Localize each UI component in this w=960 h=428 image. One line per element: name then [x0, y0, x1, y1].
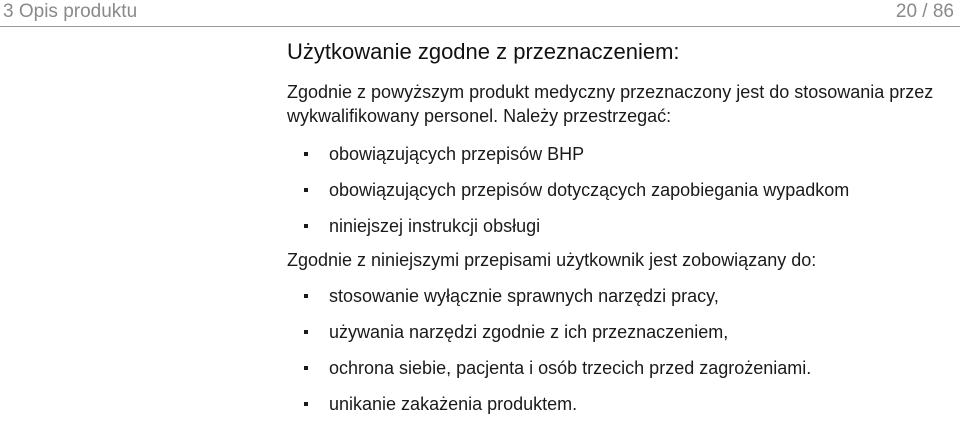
list-item-text: obowiązujących przepisów BHP: [329, 144, 585, 164]
obligations-list: [287, 284, 952, 416]
list-item: [287, 214, 952, 238]
page-header: [0, 0, 960, 27]
list-item: [287, 178, 952, 202]
page-number: 20 / 86: [895, 1, 954, 22]
bullet-icon: [304, 366, 308, 370]
bullet-icon: [304, 188, 308, 192]
main-content: [287, 38, 952, 428]
list-item: [287, 320, 952, 344]
intro-paragraph: Zgodnie z powyższym produkt medyczny przeznaczony jest do stosowania przez wykwalifikowany personel. Należy przestrzegać:: [287, 82, 934, 126]
bullet-icon: [304, 152, 308, 156]
list-item-text: ochrona siebie, pacjenta i osób trzecich przed zagrożeniami.: [329, 358, 812, 378]
bullet-icon: [304, 224, 308, 228]
list-item: [287, 284, 952, 308]
section-title: 3 Opis produktu: [3, 1, 138, 22]
bullet-icon: [304, 330, 308, 334]
list-item: [287, 142, 952, 166]
list-item-text: niniejszej instrukcji obsługi: [329, 216, 541, 236]
list-item-text: unikanie zakażenia produktem.: [329, 394, 578, 414]
list-item: [287, 392, 952, 416]
obligations-paragraph: Zgodnie z niniejszymi przepisami użytkownik jest zobowiązany do:: [287, 250, 817, 270]
bullet-icon: [304, 402, 308, 406]
section-heading: Użytkowanie zgodne z przeznaczeniem:: [287, 39, 680, 64]
list-item: [287, 356, 952, 380]
list-item-text: obowiązujących przepisów dotyczących zapobiegania wypadkom: [329, 180, 850, 200]
bullet-icon: [304, 294, 308, 298]
requirements-list: [287, 142, 952, 238]
list-item-text: stosowanie wyłącznie sprawnych narzędzi pracy,: [329, 286, 719, 306]
list-item-text: używania narzędzi zgodnie z ich przeznaczeniem,: [329, 322, 729, 342]
